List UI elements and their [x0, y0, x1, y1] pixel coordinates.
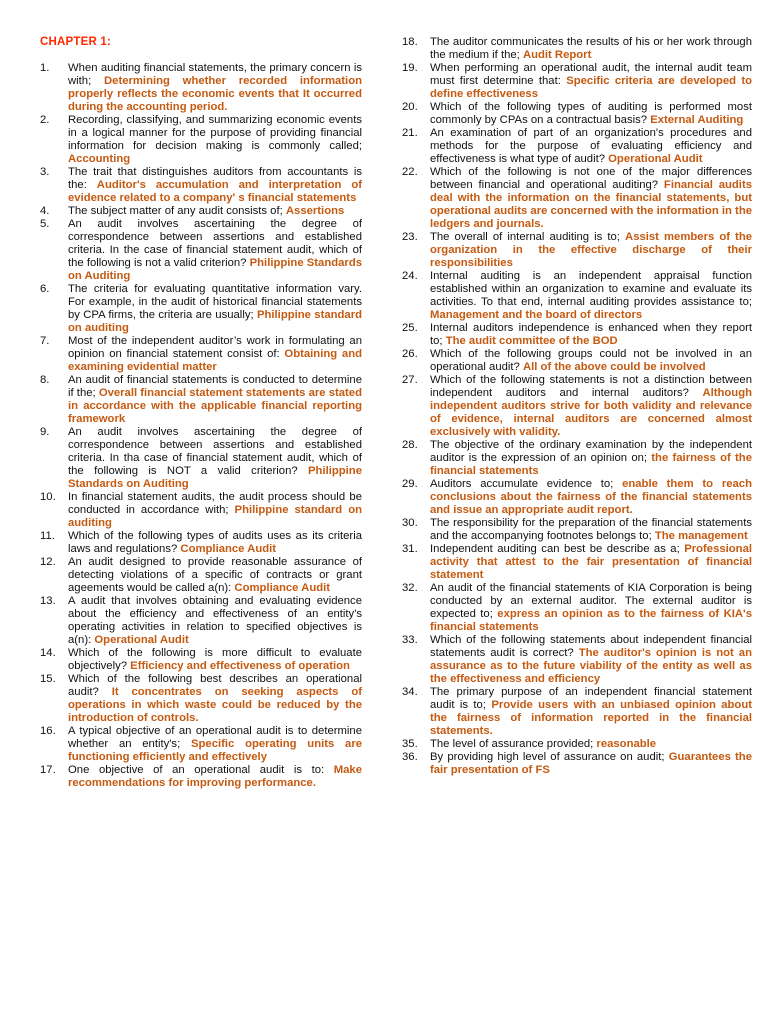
answer-text: Specific operating units are functioning efficiently and effectively: [68, 738, 362, 763]
question-text: The subject matter of any audit consists of;: [68, 205, 286, 217]
answer-text: External Auditing: [650, 114, 744, 126]
question-text: An examination of part of an organization's procedures and methods for the purpose of evaluating efficiency and effectiveness is what type of audit?: [430, 127, 752, 165]
question-item: [402, 374, 752, 439]
question-item: [402, 348, 752, 374]
question-number: 19.: [402, 62, 418, 74]
question-item: [40, 764, 362, 790]
answer-text: Philippine standard on auditing: [68, 309, 362, 334]
question-number: 21.: [402, 127, 418, 139]
question-text: An audit of the financial statements of KIA Corporation is being conducted by an external auditor. The external auditor is expected to;: [430, 582, 752, 620]
question-text: By providing high level of assurance on audit;: [430, 751, 669, 763]
answer-text: The audit committee of the BOD: [445, 335, 618, 347]
question-text: The overall of internal auditing is to;: [430, 231, 626, 243]
question-item: [40, 114, 362, 166]
question-number: 28.: [402, 439, 418, 451]
question-item: [40, 673, 362, 725]
question-text: An audit involves ascertaining the degree of correspondence between assertions and established criteria. In the case of financial statement audit, which of the following is not a valid criterion?: [68, 218, 362, 269]
question-item: [40, 426, 362, 491]
question-item: [402, 634, 752, 686]
question-text: Which of the following types of auditing is performed most commonly by CPAs on a contractual basis?: [430, 101, 752, 126]
answer-text: Accounting: [68, 153, 131, 165]
question-item: [402, 686, 752, 738]
question-item: [402, 478, 752, 517]
question-number: 18.: [402, 36, 418, 48]
question-number: 20.: [402, 101, 418, 113]
question-item: [40, 556, 362, 595]
question-item: [40, 166, 362, 205]
answer-text: Philippine Standards on Auditing: [68, 257, 363, 282]
answer-text: Provide users with an unbiased opinion about the fairness of information reported in the financial statements.: [430, 699, 752, 737]
question-text: Which of the following statements is not a distinction between independent auditors and internal auditors?: [430, 374, 752, 399]
question-number: 35.: [402, 738, 418, 750]
question-number: 8.: [40, 374, 50, 386]
left-column: [40, 36, 362, 790]
question-number: 12.: [40, 556, 56, 568]
question-item: [402, 166, 752, 231]
answer-text: Obtaining and examining evidential matter: [68, 348, 362, 373]
question-text: The objective of the ordinary examination by the independent auditor is the expression of an opinion on;: [430, 439, 752, 464]
question-item: [402, 101, 752, 127]
question-item: [40, 335, 362, 374]
question-item: [40, 491, 362, 530]
question-number: 30.: [402, 517, 418, 529]
question-number: 33.: [402, 634, 418, 646]
question-number: 16.: [40, 725, 56, 737]
answer-text: Operational Audit: [94, 634, 189, 646]
answer-text: Although independent auditors strive for both validity and relevance of evidence, internal auditors are concerned almost exclusively with validity.: [430, 387, 752, 438]
question-item: [40, 62, 362, 114]
question-list-right: [402, 36, 752, 777]
question-text: One objective of an operational audit is to:: [68, 764, 334, 776]
question-number: 4.: [40, 205, 50, 217]
answer-text: It concentrates on seeking aspects of operations in which waste could be reduced by the introduction of controls.: [68, 686, 363, 724]
question-item: [402, 36, 752, 62]
question-number: 17.: [40, 764, 56, 776]
question-text: The responsibility for the preparation of the financial statements and the accompanying footnotes belongs to;: [430, 517, 752, 542]
question-number: 32.: [402, 582, 418, 594]
question-item: [402, 231, 752, 270]
question-text: A audit that involves obtaining and evaluating evidence about the efficiency and effectiveness of an entity's operating activities in relation to specified objectives is a(n):: [68, 595, 362, 646]
question-text: An audit involves ascertaining the degree of correspondence between assertions and established criteria. In tha case of financial statement audit, which of the following is NOT a valid criterion?: [68, 426, 362, 477]
answer-text: All of the above could be involved: [522, 361, 706, 373]
question-text: When auditing financial statements, the primary concern is with;: [68, 62, 362, 87]
question-text: An audit of financial statements is conducted to determine if the;: [68, 374, 362, 399]
question-number: 27.: [402, 374, 418, 386]
question-item: [402, 270, 752, 322]
question-text: Which of the following is not one of the major differences between financial and operational auditing?: [430, 166, 752, 191]
question-item: [402, 322, 752, 348]
question-item: [40, 374, 362, 426]
answer-text: Overall financial statement statements are stated in accordance with the applicable financial reporting framework: [68, 387, 362, 425]
question-item: [40, 218, 362, 283]
question-item: [402, 439, 752, 478]
question-number: 13.: [40, 595, 56, 607]
answer-text: Management and the board of directors: [430, 309, 643, 321]
answer-text: Specific criteria are developed to define effectiveness: [430, 75, 752, 100]
question-number: 15.: [40, 673, 56, 685]
question-text: A typical objective of an operational audit is to determine whether an entity's;: [68, 725, 362, 750]
answer-text: Compliance Audit: [234, 582, 331, 594]
question-number: 10.: [40, 491, 56, 503]
answer-text: Auditor's accumulation and interpretation of evidence related to a company' s financial statements: [68, 179, 362, 204]
question-text: The level of assurance provided;: [430, 738, 597, 750]
answer-text: reasonable: [596, 738, 657, 750]
question-text: The primary purpose of an independent financial statement audit is to;: [430, 686, 752, 711]
chapter-title: CHAPTER 1:: [40, 36, 112, 48]
answer-text: Assertions: [285, 205, 345, 217]
question-item: [402, 738, 752, 751]
question-text: Which of the following types of audits uses as its criteria laws and regulations?: [68, 530, 362, 555]
question-text: Which of the following is more difficult to evaluate objectively?: [68, 647, 362, 672]
question-number: 31.: [402, 543, 418, 555]
answer-text: Financial audits deal with the information on the financial statements, but operational audits are concerned with the information in the ledgers and journals.: [430, 179, 752, 230]
question-text: Internal auditors independence is enhanced when they report to;: [430, 322, 752, 347]
question-text: The criteria for evaluating quantitative information vary. For example, in the audit of historical financial statements by CPA firms, the criteria are usually;: [68, 283, 362, 321]
question-item: [40, 647, 362, 673]
question-item: [40, 725, 362, 764]
question-item: [402, 582, 752, 634]
question-text: An audit designed to provide reasonable assurance of detecting violations of a specific of contracts or grant ageements would be called a(n):: [68, 556, 362, 594]
question-text: Internal auditing is an independent appraisal function established within an organization to examine and evaluate its activities. To that end, internal auditing provides assistance to;: [430, 270, 752, 308]
right-column: [402, 36, 752, 777]
question-text: In financial statement audits, the audit process should be conducted in accordance with;: [68, 491, 362, 516]
question-number: 5.: [40, 218, 50, 230]
question-text: Which of the following statements about independent financial statements audit is correct?: [430, 634, 752, 659]
question-number: 24.: [402, 270, 418, 282]
question-number: 25.: [402, 322, 418, 334]
answer-text: Operational Audit: [608, 153, 703, 165]
question-number: 14.: [40, 647, 56, 659]
question-number: 9.: [40, 426, 50, 438]
question-number: 23.: [402, 231, 418, 243]
question-text: When performing an operational audit, the internal audit team must first determine that:: [430, 62, 752, 87]
answer-text: enable them to reach conclusions about the fairness of the financial statements and issue an appropriate audit report.: [430, 478, 752, 516]
question-number: 3.: [40, 166, 50, 178]
question-item: [40, 530, 362, 556]
question-item: [402, 127, 752, 166]
answer-text: Efficiency and effectiveness of operation: [130, 660, 350, 672]
answer-text: Professional activity that attest to the fair presentation of financial statement: [430, 543, 752, 581]
question-item: [402, 751, 752, 777]
answer-text: Philippine Standards on Auditing: [68, 465, 362, 490]
answer-text: Philippine standard on auditing: [68, 504, 362, 529]
question-item: [402, 62, 752, 101]
question-text: Which of the following groups could not be involved in an operational audit?: [430, 348, 752, 373]
answer-text: Audit Report: [522, 49, 592, 61]
answer-text: The auditor's opinion is not an assurance as to the future viability of the entity as well as the effectiveness and efficiency: [430, 647, 752, 685]
question-number: 1.: [40, 62, 50, 74]
question-number: 34.: [402, 686, 418, 698]
question-text: Recording, classifying, and summarizing economic events in a logical manner for the purpose of providing financial information for decision making is commonly called;: [68, 114, 362, 152]
question-text: Auditors accumulate evidence to;: [430, 478, 623, 490]
question-text: Most of the independent auditor’s work in formulating an opinion on financial statement consist of:: [68, 335, 362, 360]
question-item: [40, 205, 362, 218]
question-number: 26.: [402, 348, 418, 360]
answer-text: Assist members of the organization in the effective discharge of their responsibilities: [430, 231, 753, 269]
question-number: 2.: [40, 114, 50, 126]
question-item: [402, 543, 752, 582]
question-text: Independent auditing can best be describe as a;: [430, 543, 685, 555]
question-number: 29.: [402, 478, 418, 490]
question-text: Which of the following best describes an operational audit?: [68, 673, 362, 698]
answer-text: Guarantees the fair presentation of FS: [430, 751, 752, 776]
answer-text: The management: [654, 530, 748, 542]
answer-text: express an opinion as to the fairness of KIA's financial statements: [430, 608, 753, 633]
question-number: 11.: [40, 530, 55, 542]
answer-text: Compliance Audit: [180, 543, 277, 555]
question-text: The trait that distinguishes auditors from accountants is the:: [68, 166, 362, 191]
question-item: [40, 595, 362, 647]
answer-text: Make recommendations for improving performance.: [68, 764, 362, 789]
question-text: The auditor communicates the results of his or her work through the medium if the;: [430, 36, 752, 61]
question-number: 36.: [402, 751, 418, 763]
question-number: 6.: [40, 283, 50, 295]
question-item: [40, 283, 362, 335]
answer-text: the fairness of the financial statements: [430, 452, 752, 477]
question-item: [402, 517, 752, 543]
question-number: 7.: [40, 335, 50, 347]
question-list-left: [40, 62, 362, 790]
question-number: 22.: [402, 166, 418, 178]
answer-text: Determining whether recorded information properly reflects the economic events that It occurred during the accounting period.: [68, 75, 362, 113]
